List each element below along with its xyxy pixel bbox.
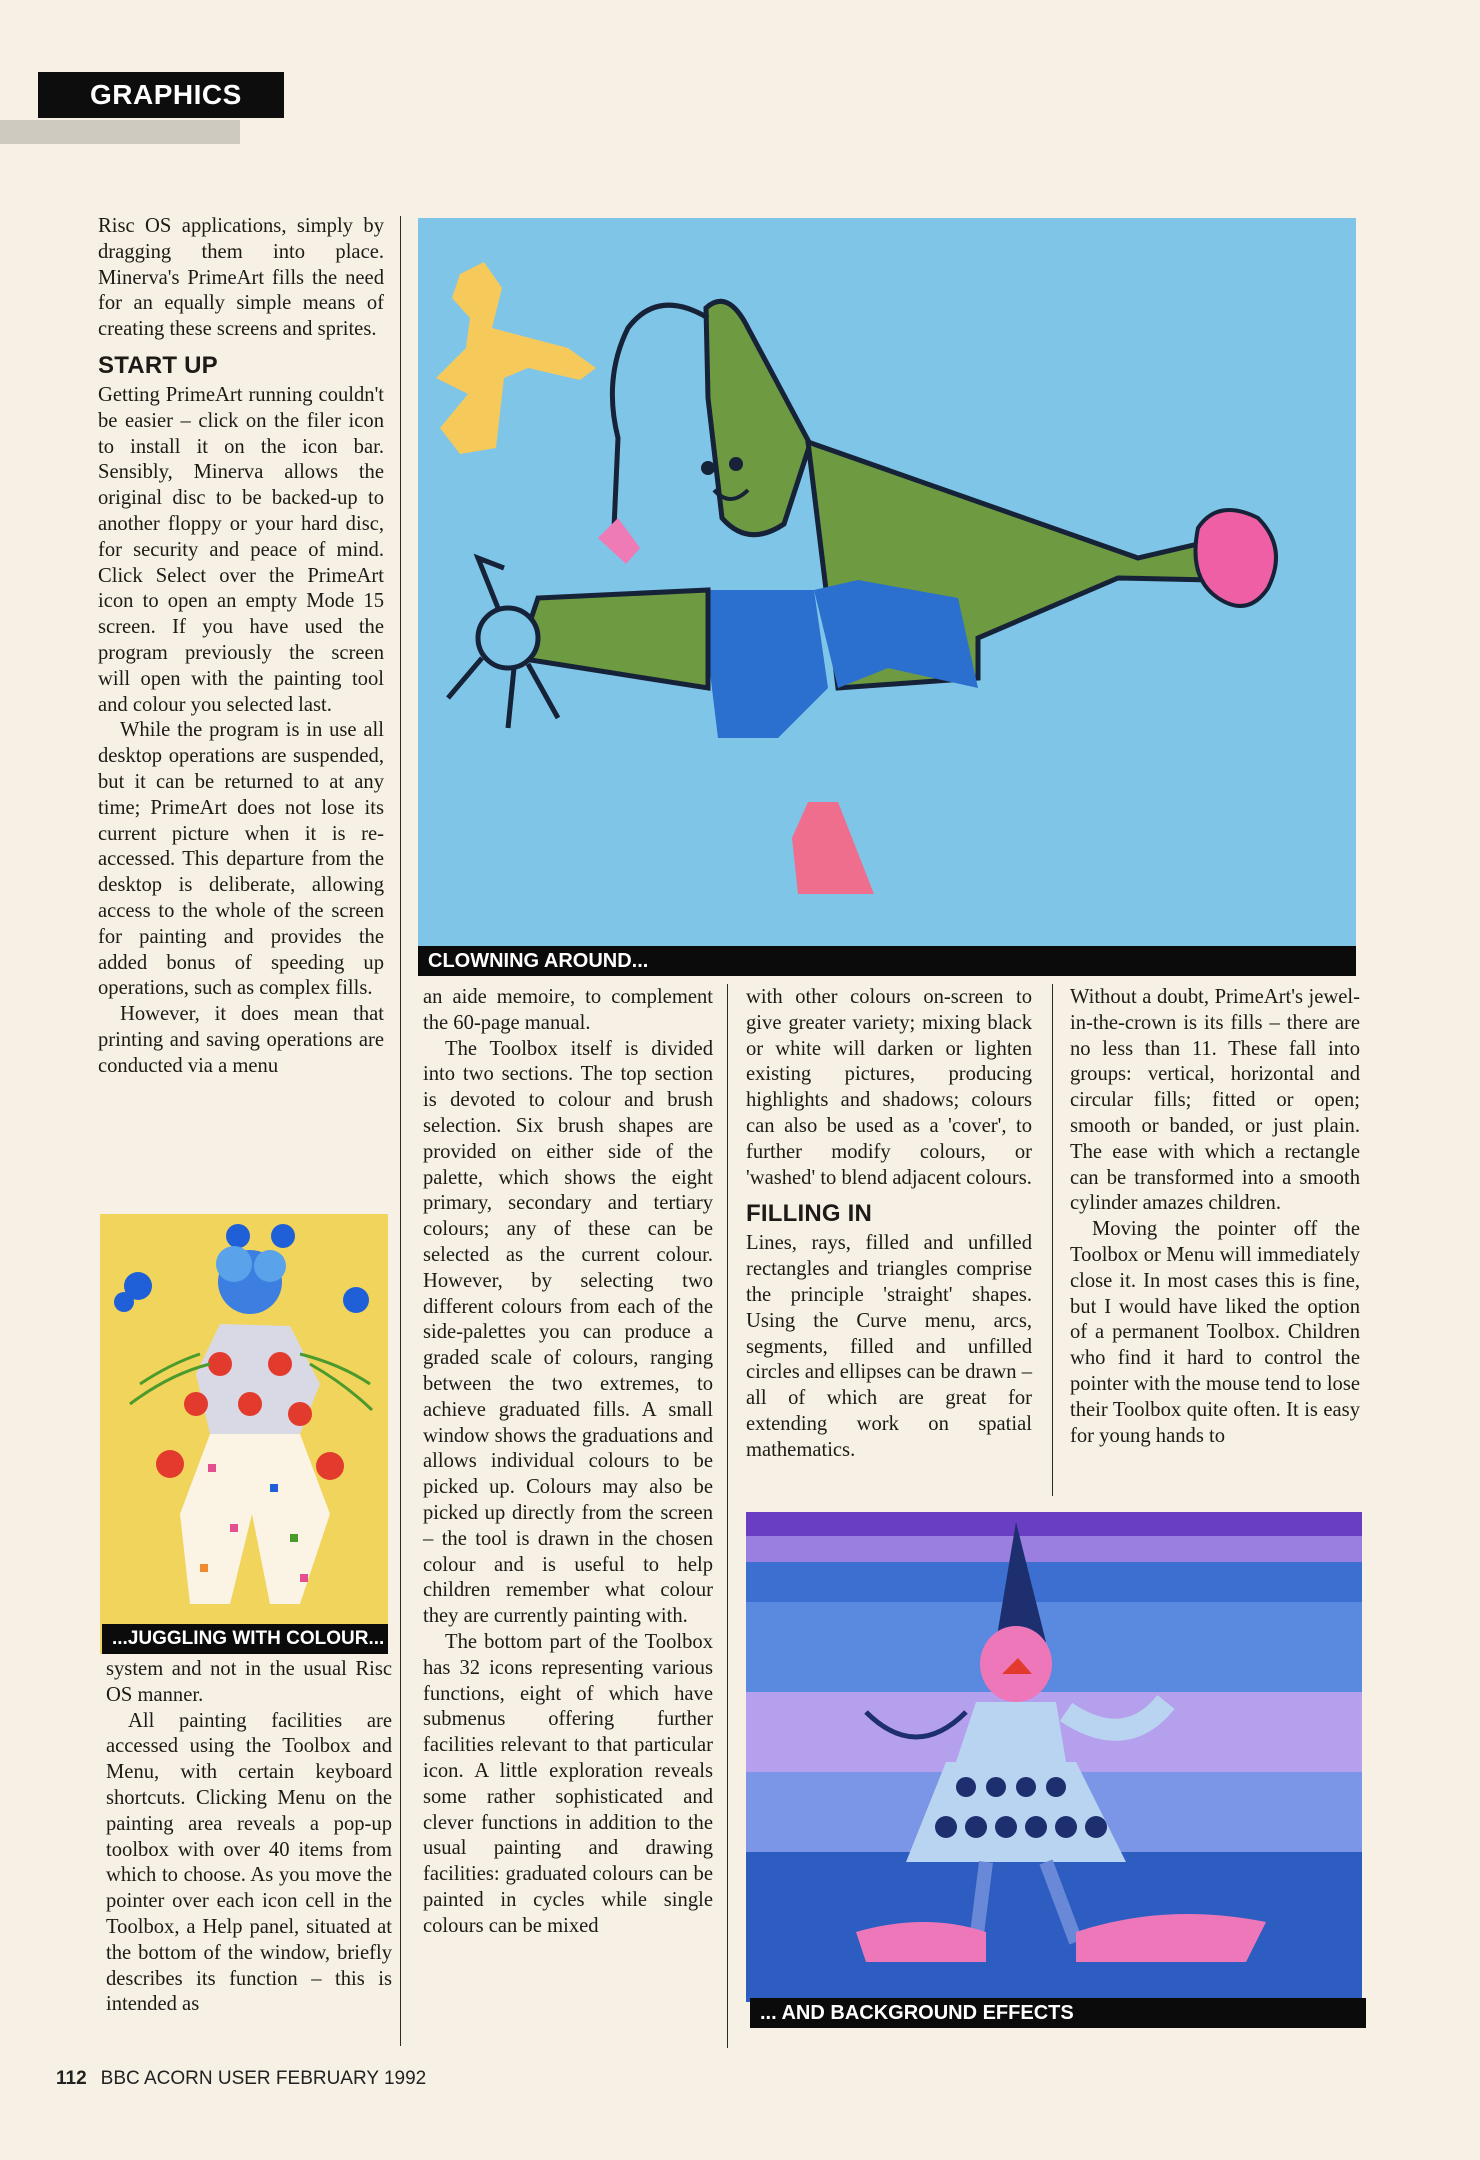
subheading-start-up: START UP [98, 351, 218, 379]
caption-clowning: CLOWNING AROUND... [418, 946, 1356, 976]
juggling-clown-drawing [100, 1214, 388, 1654]
paragraph: However, it does mean that printing and saving operations are conducted via a menu [98, 1003, 384, 1077]
juggling-illustration [100, 1214, 388, 1654]
caption-juggling: ...JUGGLING WITH COLOUR... [102, 1624, 388, 1654]
section-tag: GRAPHICS [38, 72, 284, 118]
paragraph: All painting facilities are accessed using the Toolbox and Menu, with certain keyboard shortcuts. Clicking Menu on the painting area reveals a pop-up toolbox with over 40 items from which to choose. As you move the pointer over each icon cell in the Toolbox, a Help panel, situated at the bottom of the window, briefly describes its function – this is intended as [106, 1709, 392, 2016]
column-3 [746, 985, 1032, 1464]
column-rule [1052, 984, 1053, 1496]
paragraph: an aide memoire, to complement the 60-page manual. [423, 986, 713, 1034]
column-2 [423, 985, 713, 1939]
paragraph: with other colours on-screen to give greater variety; mixing black or white will darken or lighten existing pictures, producing highlights and shadows; colours can also be used as a 'cover', to further modify colours, or 'washed' to blend adjacent colours. [746, 986, 1032, 1189]
page-footer [56, 2068, 426, 2090]
background-effects-illustration [746, 1512, 1362, 2002]
column-rule [727, 984, 728, 2048]
clowning-illustration [418, 218, 1356, 946]
subheading-filling-in: FILLING IN [746, 1200, 872, 1228]
page-number: 112 [56, 2068, 87, 2089]
column-1-bottom [106, 1657, 392, 2018]
caption-background: ... AND BACKGROUND EFFECTS [750, 1998, 1366, 2028]
column-1-top [98, 214, 384, 1080]
background-clown-drawing [746, 1512, 1362, 2002]
header-shadow-strip [0, 120, 240, 144]
column-rule [400, 216, 401, 2046]
paragraph: While the program is in use all desktop operations are suspended, but it can be returned to at any time; PrimeArt does not lose its current picture when it is re-accessed. This departure from the desktop is deliberate, allowing access to the whole of the screen for painting and provides the added bonus of speeding up operations, such as complex fills. [98, 719, 384, 1000]
paragraph: The Toolbox itself is divided into two sections. The top section is devoted to colour and brush selection. Six brush shapes are provided on either side of the palette, which shows the eight primary, secondary and tertiary colours; any of these can be selected as the current colour. However, by selecting two different colours from each of the side-palettes you can produce a graded scale of colours, ranging between the two extremes, to achieve graduated fills. A small window shows the graduations and allows individual colours to be picked up. Colours may also be picked up directly from the screen – the tool is drawn in the chosen colour and is useful to help children remember what colour they are currently painting with. [423, 1037, 713, 1628]
paragraph: Moving the pointer off the Toolbox or Menu will immediately close it. In most cases this is fine, but I would have liked the option of a permanent Toolbox. Children who find it hard to control the pointer with the mouse tend to lose their Toolbox quite often. It is easy for young hands to [1070, 1218, 1360, 1447]
paragraph: system and not in the usual Risc OS manner. [106, 1658, 392, 1706]
paragraph: Lines, rays, filled and unfilled rectangles and triangles comprise the principle 'straight' shapes. Using the Curve menu, arcs, segments, filled and unfilled circles and ellipses can be drawn – all of which are great for extending work on spatial mathematics. [746, 1232, 1032, 1461]
issue-label: BBC ACORN USER FEBRUARY 1992 [100, 2068, 427, 2089]
paragraph: Without a doubt, PrimeArt's jewel-in-the-crown is its fills – there are no less than 11. These fall into groups: vertical, horizontal and circular fills; fitted or open; smooth or banded, or just plain. The ease with which a rectangle can be transformed into a smooth cylinder amazes children. [1070, 986, 1360, 1215]
clown-drawing [418, 218, 1356, 946]
paragraph: Risc OS applications, simply by dragging them into place. Minerva's PrimeArt fills the need for an equally simple means of creating these screens and sprites. [98, 215, 384, 341]
paragraph: The bottom part of the Toolbox has 32 icons representing various functions, eight of which have submenus offering further facilities relevant to that particular icon. A little exploration reveals some rather sophisticated and clever functions in addition to the usual painting and drawing facilities: graduated colours can be painted in cycles while single colours can be mixed [423, 1630, 713, 1937]
column-4 [1070, 985, 1360, 1449]
paragraph: Getting PrimeArt running couldn't be easier – click on the filer icon to install it on the icon bar. Sensibly, Minerva allows the original disc to be backed-up to another floppy or your hard disc, for security and peace of mind. Click Select over the PrimeArt icon to open an empty Mode 15 screen. If you have used the program previously the screen will open with the painting tool and colour you selected last. [98, 383, 384, 716]
